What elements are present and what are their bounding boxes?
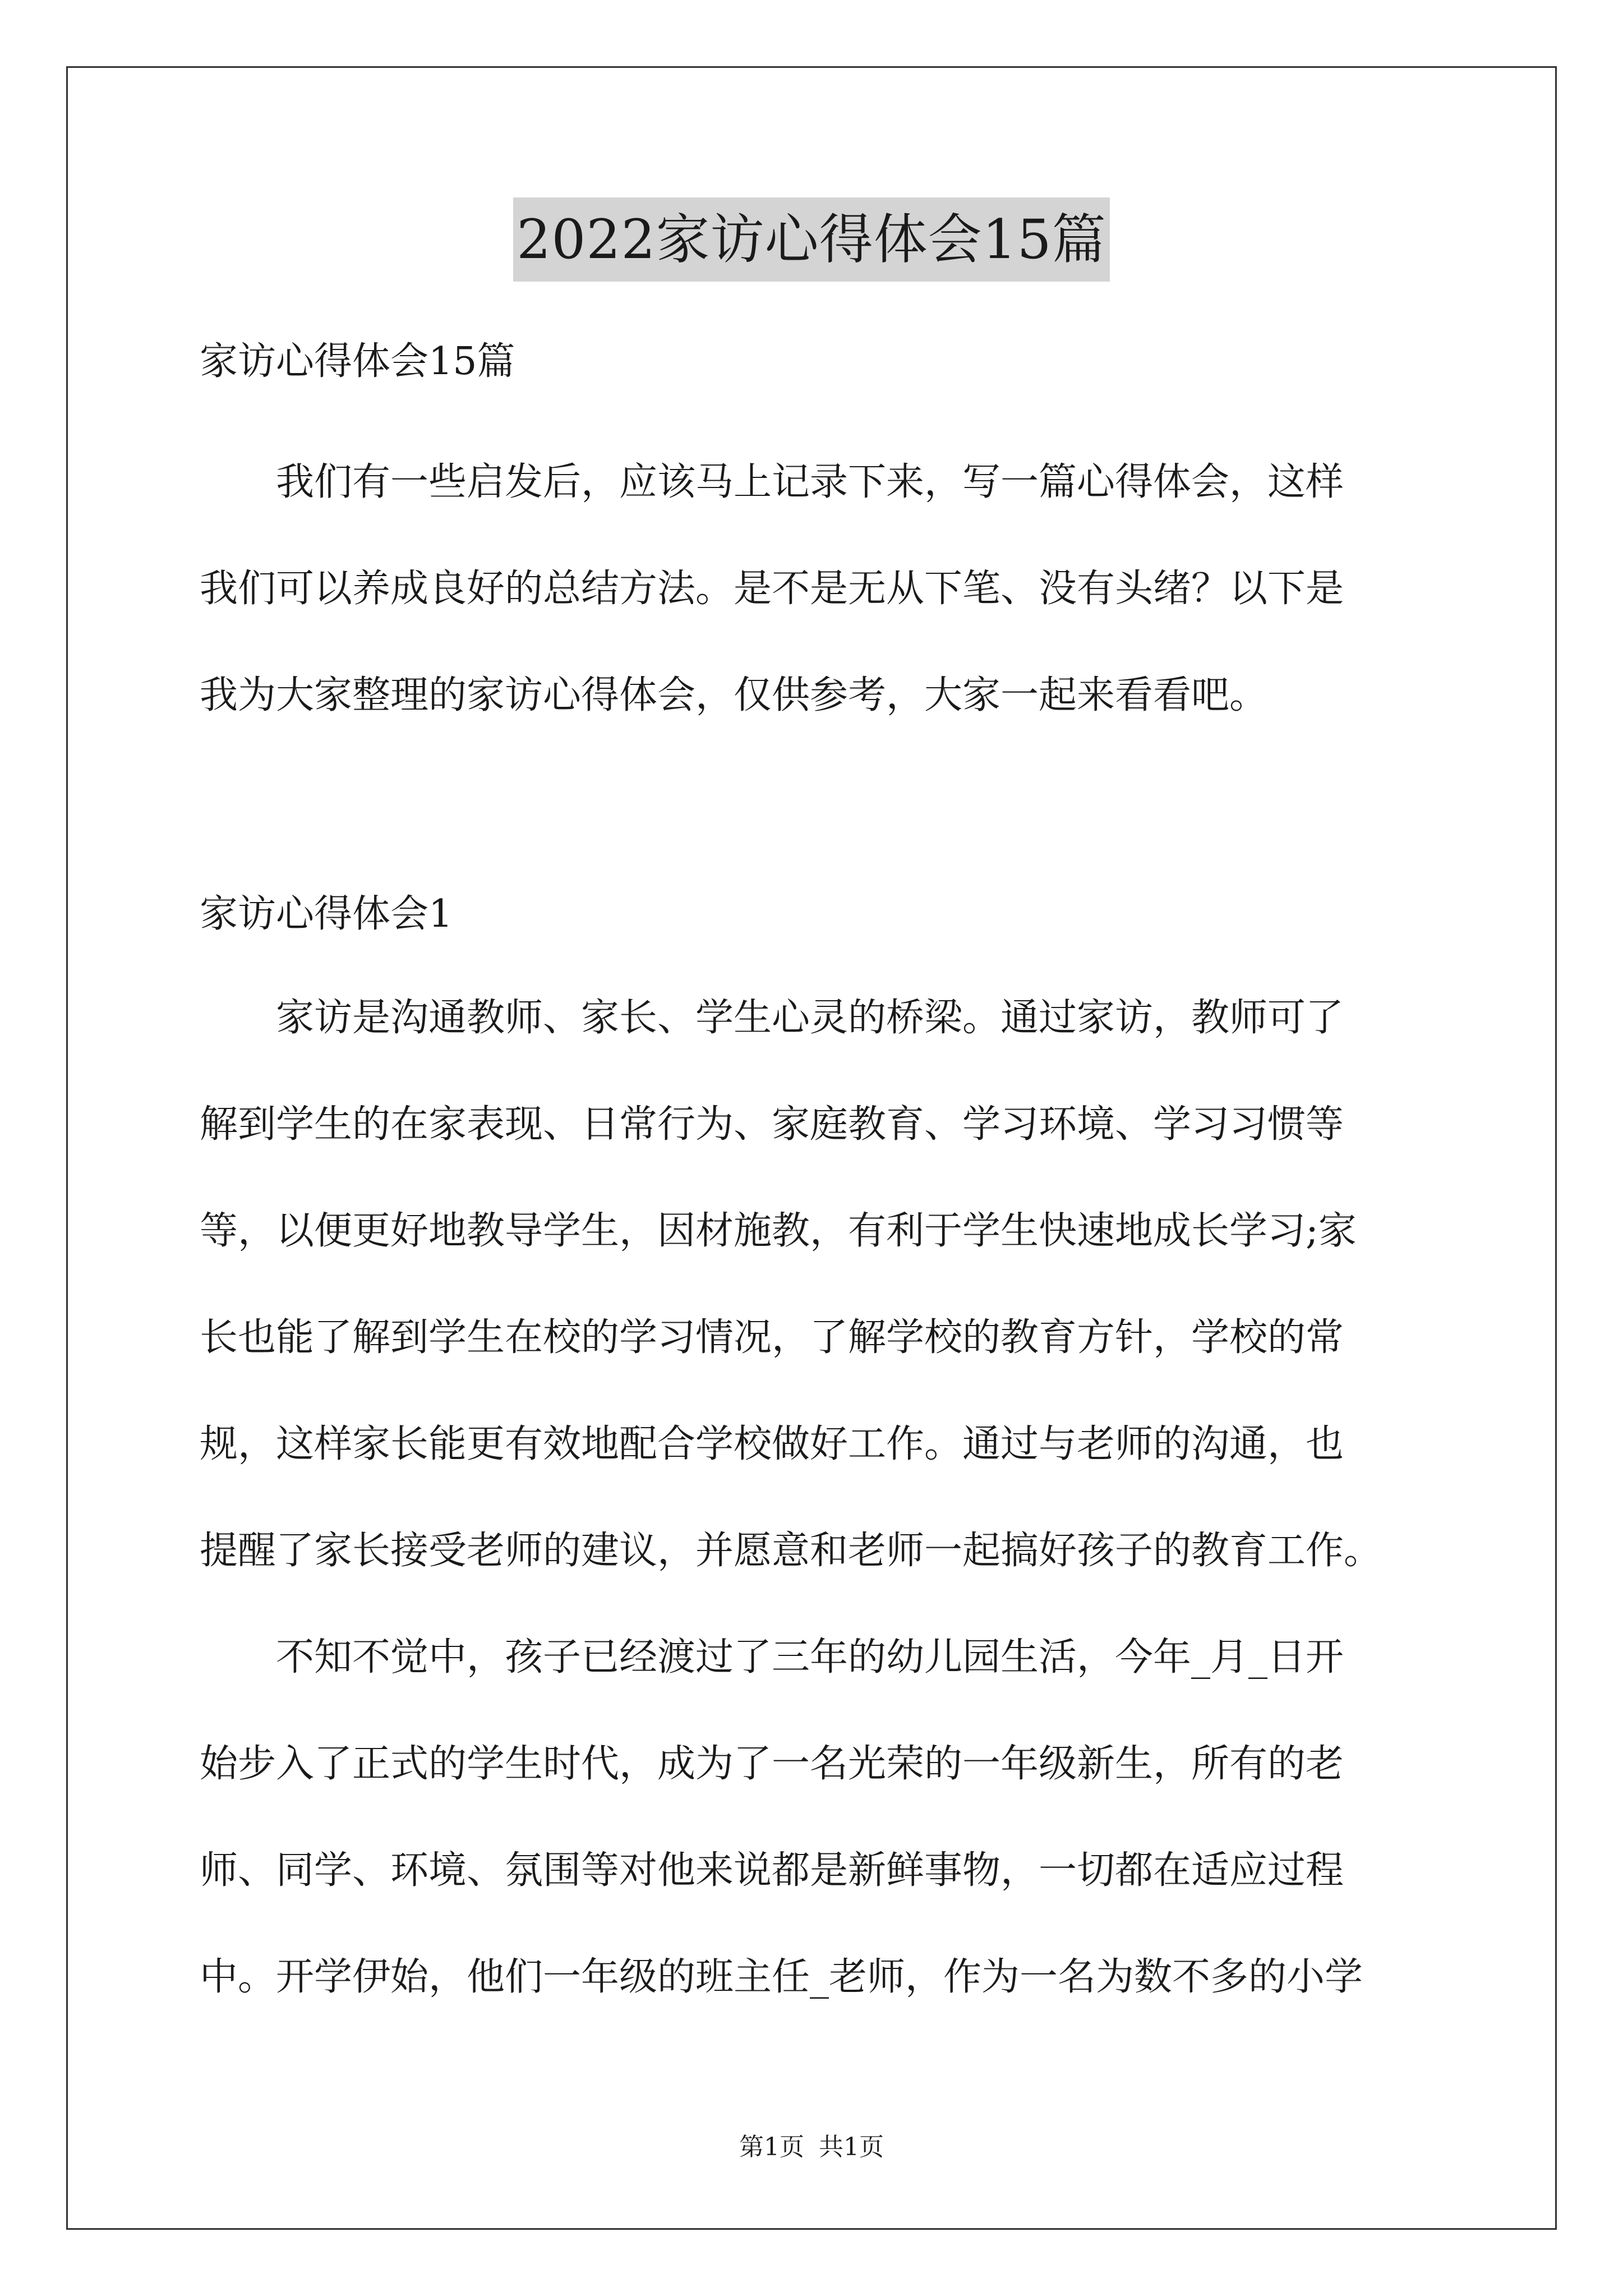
intro-line: 我们可以养成良好的总结方法。是不是无从下笔、没有头绪？以下是 — [200, 567, 1344, 611]
document-subtitle: 家访心得体会15篇 — [200, 339, 515, 384]
paragraph-line: 规，这样家长能更有效地配合学校做好工作。通过与老师的沟通，也 — [200, 1422, 1344, 1466]
page-number: 第1页 — [739, 2133, 804, 2161]
intro-line: 我们有一些启发后，应该马上记录下来，写一篇心得体会，这样 — [200, 460, 1344, 504]
page-footer — [0, 2131, 1623, 2164]
title-container — [0, 197, 1623, 282]
paragraph-line: 家访是沟通教师、家长、学生心灵的桥梁。通过家访，教师可了 — [200, 996, 1344, 1040]
paragraph-line: 提醒了家长接受老师的建议，并愿意和老师一起搞好孩子的教育工作。 — [200, 1529, 1382, 1573]
paragraph-line: 不知不觉中，孩子已经渡过了三年的幼儿园生活，今年_月_日开 — [200, 1635, 1344, 1680]
paragraph-line: 等，以便更好地教导学生，因材施教，有利于学生快速地成长学习;家 — [200, 1209, 1357, 1253]
paragraph-line: 长也能了解到学生在校的学习情况，了解学校的教育方针，学校的常 — [200, 1315, 1344, 1360]
paragraph-line: 始步入了正式的学生时代，成为了一名光荣的一年级新生，所有的老 — [200, 1742, 1344, 1786]
total-pages: 共1页 — [819, 2133, 884, 2161]
intro-line: 我为大家整理的家访心得体会，仅供参考，大家一起来看看吧。 — [200, 673, 1268, 717]
paragraph-line: 师、同学、环境、氛围等对他来说都是新鲜事物，一切都在适应过程 — [200, 1848, 1344, 1893]
section-heading: 家访心得体会1 — [200, 892, 453, 936]
document-title: 2022家访心得体会15篇 — [513, 197, 1109, 282]
paragraph-line: 中。开学伊始，他们一年级的班主任_老师，作为一名为数不多的小学 — [200, 1955, 1363, 1999]
paragraph-line: 解到学生的在家表现、日常行为、家庭教育、学习环境、学习习惯等 — [200, 1102, 1344, 1147]
